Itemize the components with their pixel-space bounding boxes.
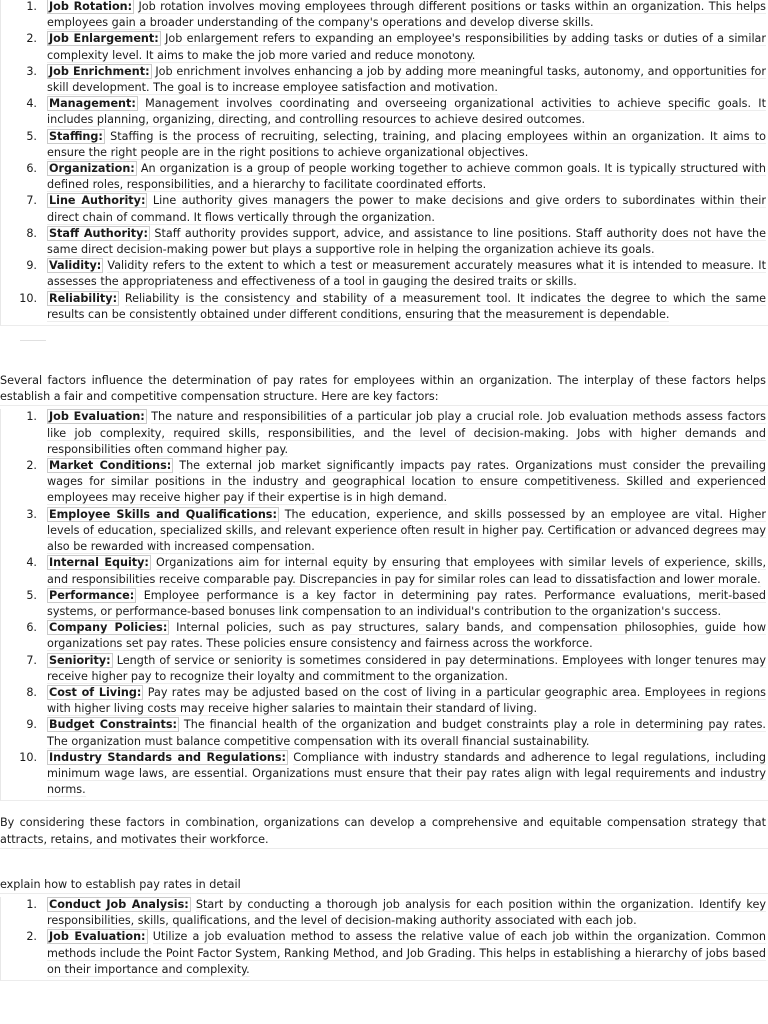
list-item-number: 9. [26,718,37,732]
list-item-term: Job Enlargement: [49,32,159,46]
list-item-number: 2. [26,459,37,473]
list-item-number: 7. [26,194,37,208]
list-item-description: The financial health of the organization and budget constraints play a role in determining pay rates. The organization must balance competitive compensation with its overall financial sustainability. [47,718,766,748]
list-item-term: Internal Equity: [49,556,149,570]
list-item-description: Job enlargement refers to expanding an employee's responsibilities by adding tasks or duties of a similar complexity level. It aims to make the job more varied and reduce monotony. [47,32,767,62]
list-item-description: Employee performance is a key factor in determining pay rates. Performance evaluations, merit-based systems, or performance-based bonuses link compensation to an individual's contribution to the organization's success. [47,588,767,618]
list-item [1,258,768,290]
conclusion-paragraph: By considering these factors in combination, organizations can develop a comprehensive and equitable compensation strategy that attracts, retains, and motivates their workforce. [0,815,768,848]
list-item-term: Market Conditions: [49,459,172,473]
intro-paragraph: Several factors influence the determination of pay rates for employees within an organization. The interplay of these factors helps establish a fair and competitive compensation structure. Here are key factors: [0,373,768,406]
list-item [1,129,768,161]
list-item-number: 1. [26,410,37,424]
list-item-description: The external job market significantly impacts pay rates. Organizations must consider the prevailing wages for similar positions in the industry and geographical location to ensure competitiveness. Skilled and experienced employees may receive higher pay if their expertise is in high demand. [47,459,766,505]
list-item-number: 9. [26,259,37,273]
list-item [1,291,768,323]
list-item [1,750,768,799]
list-item-description: Internal policies, such as pay structures, salary bands, and compensation philosophies, guide how organizations set pay rates. These policies ensure consistency and fairness across the workforce. [47,621,766,651]
list-item [1,620,768,652]
pay-rate-steps-list [0,897,768,981]
list-item-description: The nature and responsibilities of a particular job play a crucial role. Job evaluation methods assess factors like job complexity, required skills, responsibilities, and the level of decision-making. Jobs with higher demands and responsibilities often command higher pay. [47,410,766,456]
list-item [1,458,768,507]
list-item-number: 1. [26,897,37,911]
list-item-number: 8. [26,685,37,699]
list-item-description: Line authority gives managers the power to make decisions and give orders to subordinates within their direct chain of command. It flows vertically through the organization. [47,194,766,224]
list-item-term: Staff Authority: [49,226,148,240]
list-item [1,588,768,620]
list-item-number: 10. [19,750,37,764]
list-item-number: 6. [26,621,37,635]
list-item-term: Budget Constraints: [49,718,177,732]
list-item-description: Start by conducting a thorough job analysis for each position within the organization. Identify key responsibilities, skills, qualifications, and the level of decision-making authority associated with each job. [47,897,766,928]
list-item-description: Staffing is the process of recruiting, selecting, training, and placing employees within an organization. It aims to ensure the right people are in the right positions to achieve organizational objectives. [47,129,767,159]
pay-factors-list [0,409,768,801]
list-item-term: Job Evaluation: [49,930,146,944]
list-item [1,409,768,458]
list-item [1,193,768,225]
list-item [1,64,768,96]
list-item-description: Reliability is the consistency and stability of a measurement tool. It indicates the degree to which the same results can be consistently obtained under different conditions, ensuring that the measurement is dependable. [47,291,766,321]
list-item-term: Management: [49,97,136,111]
list-item-term: Validity: [49,259,102,273]
list-item-description: Job rotation involves moving employees through different positions or tasks within an organization. This helps employees gain a broader understanding of the company's operations and develop diverse skills. [47,0,766,30]
list-item-number: 4. [26,97,37,111]
list-item [1,0,768,31]
list-item-number: 8. [26,226,37,240]
list-item [1,685,768,717]
list-item-description: Job enrichment involves enhancing a job by adding more meaningful tasks, autonomy, and opportunities for skill development. The goal is to increase employee satisfaction and motivation. [47,64,766,95]
list-item-description: An organization is a group of people working together to achieve common goals. It is typically structured with defined roles, responsibilities, and a hierarchy to facilitate coordinated efforts. [47,162,766,192]
list-item-term: Job Evaluation: [49,410,145,424]
list-item-description: Compliance with industry standards and adherence to legal regulations, including minimum wage laws, are essential. Organizations must ensure that their pay rates align with legal requirements and industry norms. [47,750,767,797]
list-item [1,507,768,556]
list-item-term: Cost of Living: [49,685,142,699]
list-item-term: Performance: [49,588,135,602]
list-item-description: Pay rates may be adjusted based on the cost of living in a particular geographic area. Employees in regions with higher living costs may receive higher salaries to maintain their standard of living. [47,685,767,716]
list-item-number: 10. [19,291,37,305]
list-item-description: Management involves coordinating and overseeing organizational activities to achieve specific goals. It includes planning, organizing, directing, and controlling resources to achieve desired outcomes. [47,97,766,127]
list-item [1,653,768,685]
list-item-description: Staff authority provides support, advice, and assistance to line positions. Staff authority does not have the same direct decision-making power but plays a supportive role in helping the organization achieve its goals. [47,226,767,257]
list-item-description: The education, experience, and skills possessed by an employee are vital. Higher levels of education, specialized skills, and relevant experience often result in higher pay. Certification or advanced degrees may also be rewarded with increased compensation. [47,507,766,554]
list-item [1,717,768,749]
list-item-term: Employee Skills and Qualifications: [49,507,277,521]
list-item-term: Organization: [49,162,135,176]
list-item-term: Industry Standards and Regulations: [49,750,287,764]
list-item [1,161,768,193]
list-item-number: 6. [26,162,37,176]
definitions-list [0,0,768,326]
list-item-description: Validity refers to the extent to which a test or measurement accurately measures what it is intended to measure. It assesses the appropriateness and effectiveness of a tool in gauging the desired traits or skills. [47,259,766,289]
list-item-description: Length of service or seniority is sometimes considered in pay determinations. Employees with longer tenures may receive higher pay to recognize their loyalty and commitment to the organization. [47,653,766,683]
list-item-description: Utilize a job evaluation method to assess the relative value of each job within the organization. Common methods include the Point Factor System, Ranking Method, and Job Grading. This helps in establishing a hierarchy of jobs based on their importance and complexity. [47,930,766,976]
list-item-term: Company Policies: [49,621,168,635]
list-item [1,96,768,128]
list-item-number: 4. [26,556,37,570]
list-item [1,897,768,929]
list-item-number: 2. [26,32,37,46]
list-item-number: 2. [26,930,37,944]
list-item [1,226,768,258]
list-item-number: 5. [26,588,37,602]
list-item-term: Staffing: [49,129,103,143]
list-item-term: Reliability: [49,291,118,305]
list-item-number: 3. [26,507,37,521]
list-item-number: 1. [26,0,37,13]
list-item-number: 3. [26,64,37,78]
user-prompt: explain how to establish pay rates in detail [0,877,768,894]
list-item-term: Job Rotation: [49,0,133,13]
list-item-term: Seniority: [49,653,111,667]
list-item-number: 5. [26,129,37,143]
list-item-term: Conduct Job Analysis: [49,897,189,911]
list-item-term: Job Enrichment: [49,64,150,78]
list-item [1,555,768,587]
list-item [1,929,768,978]
list-item-description: Organizations aim for internal equity by ensuring that employees with similar levels of experience, skills, and responsibilities receive comparable pay. Discrepancies in pay for similar roles can lead to dissatisfaction and lower morale. [47,556,766,586]
list-item-term: Line Authority: [49,194,146,208]
list-item-number: 7. [26,653,37,667]
list-item [1,31,768,63]
